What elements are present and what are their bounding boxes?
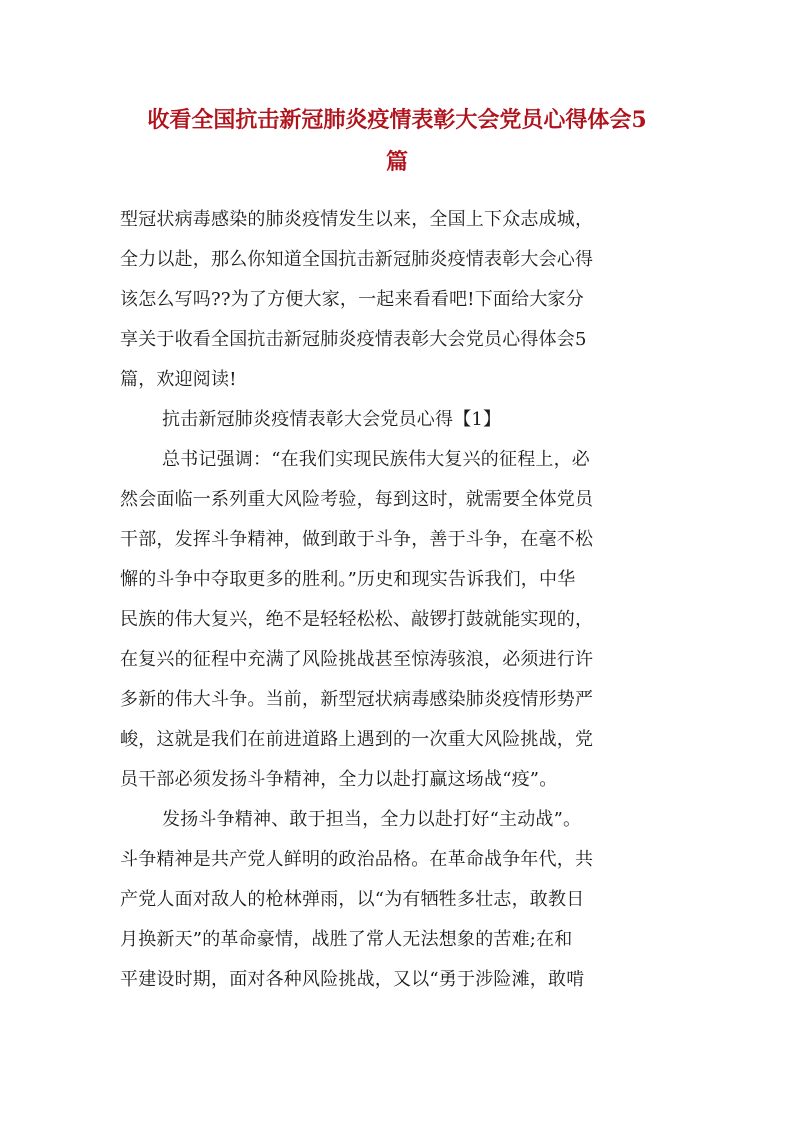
body-line: 型冠状病毒感染的肺炎疫情发生以来，全国上下众志成城， <box>120 209 594 230</box>
body-line: 总书记强调：“在我们实现民族伟大复兴的征程上，必 <box>162 449 590 470</box>
body-line: 员干部必须发扬斗争精神，全力以赴打赢这场战“疫”。 <box>120 769 558 790</box>
body-line: 多新的伟大斗争。当前，新型冠状病毒感染肺炎疫情形势严 <box>120 689 594 710</box>
body-line: 产党人面对敌人的枪林弹雨，以“为有牺牲多壮志，敢教日 <box>120 889 585 910</box>
body-line: 在复兴的征程中充满了风险挑战甚至惊涛骇浪，必须进行许 <box>120 649 594 670</box>
body-line: 斗争精神是共产党人鲜明的政治品格。在革命战争年代，共 <box>120 849 594 870</box>
body-line: 平建设时期，面对各种风险挑战，又以“勇于涉险滩，敢啃 <box>120 969 585 990</box>
body-line: 月换新天”的革命豪情，战胜了常人无法想象的苦难;在和 <box>120 929 573 950</box>
document-body <box>120 200 680 1000</box>
body-line: 民族的伟大复兴，绝不是轻轻松松、敲锣打鼓就能实现的， <box>120 609 594 630</box>
body-line: 篇，欢迎阅读! <box>120 369 237 390</box>
body-line: 懈的斗争中夺取更多的胜利。”历史和现实告诉我们，中华 <box>120 569 576 590</box>
body-line: 抗击新冠肺炎疫情表彰大会党员心得【1】 <box>162 409 502 430</box>
body-line: 干部，发挥斗争精神，做到敢于斗争，善于斗争，在毫不松 <box>120 529 594 550</box>
body-line: 发扬斗争精神、敢于担当，全力以赴打好“主动战”。 <box>162 809 582 830</box>
document-title-line-2: 篇 <box>385 149 408 175</box>
document-title-line-1: 收看全国抗击新冠肺炎疫情表彰大会党员心得体会5 <box>147 107 647 133</box>
body-line: 该怎么写吗??为了方便大家，一起来看看吧!下面给大家分 <box>120 289 584 310</box>
body-line: 享关于收看全国抗击新冠肺炎疫情表彰大会党员心得体会5 <box>120 329 587 350</box>
body-line: 峻，这就是我们在前进道路上遇到的一次重大风险挑战，党 <box>120 729 594 750</box>
body-line: 全力以赴，那么你知道全国抗击新冠肺炎疫情表彰大会心得 <box>120 249 594 270</box>
body-line: 然会面临一系列重大风险考验，每到这时，就需要全体党员 <box>120 489 594 510</box>
